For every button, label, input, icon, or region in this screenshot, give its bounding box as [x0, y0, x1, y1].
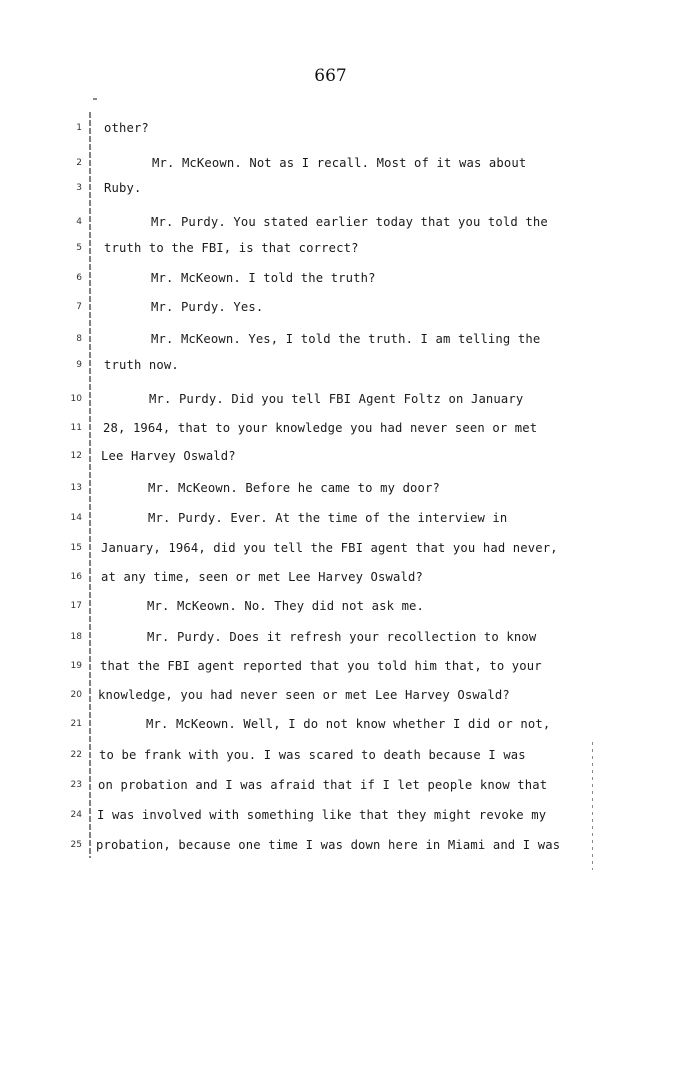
line-number: 9	[76, 360, 82, 370]
line-text: truth to the FBI, is that correct?	[104, 241, 359, 255]
line-text: Mr. Purdy. Ever. At the time of the interview in	[148, 511, 508, 525]
line-number: 16	[70, 572, 82, 582]
line-number: 2	[76, 158, 82, 168]
line-number: 11	[70, 423, 82, 433]
line-text: I was involved with something like that they might revoke my	[97, 808, 547, 822]
line-text: truth now.	[104, 358, 179, 372]
line-text: on probation and I was afraid that if I let people know that	[98, 778, 548, 792]
line-text: Mr. Purdy. You stated earlier today that you told the	[151, 215, 548, 229]
line-text: knowledge, you had never seen or met Lee Harvey Oswald?	[98, 688, 510, 702]
line-text: Lee Harvey Oswald?	[101, 449, 236, 463]
transcript-line	[0, 541, 691, 563]
line-text: Mr. McKeown. Well, I do not know whether I did or not,	[146, 717, 551, 731]
transcript-line	[0, 449, 691, 471]
transcript-line	[0, 599, 691, 621]
line-number: 20	[70, 690, 82, 700]
line-text: at any time, seen or met Lee Harvey Oswald?	[101, 570, 423, 584]
line-text: to be frank with you. I was scared to death because I was	[99, 748, 526, 762]
transcript-line	[0, 808, 691, 830]
line-text: Mr. Purdy. Yes.	[151, 300, 264, 314]
line-number: 18	[70, 632, 82, 642]
transcript-line	[0, 358, 691, 380]
line-number: 5	[76, 243, 82, 253]
transcript-line	[0, 838, 691, 860]
transcript-line	[0, 241, 691, 263]
line-text: that the FBI agent reported that you told him that, to your	[100, 659, 542, 673]
line-text: January, 1964, did you tell the FBI agent that you had never,	[101, 541, 558, 555]
line-number: 21	[70, 719, 82, 729]
line-text: Ruby.	[104, 181, 142, 195]
line-number: 6	[76, 273, 82, 283]
transcript-line	[0, 717, 691, 739]
transcript-line	[0, 688, 691, 710]
transcript-line	[0, 121, 691, 143]
line-number: 25	[70, 840, 82, 850]
transcript-line	[0, 630, 691, 652]
line-text: other?	[104, 121, 149, 135]
line-number: 12	[70, 451, 82, 461]
line-number: 24	[70, 810, 82, 820]
line-text: Mr. McKeown. No. They did not ask me.	[147, 599, 425, 613]
line-text: Mr. Purdy. Does it refresh your recollection to know	[147, 630, 537, 644]
line-text: Mr. McKeown. Yes, I told the truth. I am telling the	[151, 332, 541, 346]
stray-mark	[93, 98, 97, 100]
line-number: 3	[76, 183, 82, 193]
line-text: probation, because one time I was down here in Miami and I was	[96, 838, 561, 852]
transcript-line	[0, 271, 691, 293]
transcript-line	[0, 156, 691, 178]
transcript-line	[0, 421, 691, 443]
transcript-line	[0, 511, 691, 533]
page-number: 667	[314, 66, 347, 86]
line-number: 4	[76, 217, 82, 227]
transcript-line	[0, 181, 691, 203]
line-number: 14	[70, 513, 82, 523]
transcript-line	[0, 300, 691, 322]
line-number: 7	[76, 302, 82, 312]
line-number: 8	[76, 334, 82, 344]
line-number: 10	[70, 394, 82, 404]
transcript-line	[0, 659, 691, 681]
line-number: 15	[70, 543, 82, 553]
line-number: 13	[70, 483, 82, 493]
line-number: 23	[70, 780, 82, 790]
line-number: 1	[76, 123, 82, 133]
transcript-line	[0, 332, 691, 354]
line-text: Mr. McKeown. Before he came to my door?	[148, 481, 441, 495]
transcript-line	[0, 392, 691, 414]
line-text: Mr. Purdy. Did you tell FBI Agent Foltz on January	[149, 392, 524, 406]
line-number: 19	[70, 661, 82, 671]
transcript-line	[0, 748, 691, 770]
line-number: 22	[70, 750, 82, 760]
line-text: Mr. McKeown. Not as I recall. Most of it was about	[152, 156, 527, 170]
line-number: 17	[70, 601, 82, 611]
transcript-line	[0, 481, 691, 503]
transcript-line	[0, 570, 691, 592]
line-text: 28, 1964, that to your knowledge you had never seen or met	[103, 421, 538, 435]
line-text: Mr. McKeown. I told the truth?	[151, 271, 376, 285]
transcript-line	[0, 778, 691, 800]
transcript-line	[0, 215, 691, 237]
